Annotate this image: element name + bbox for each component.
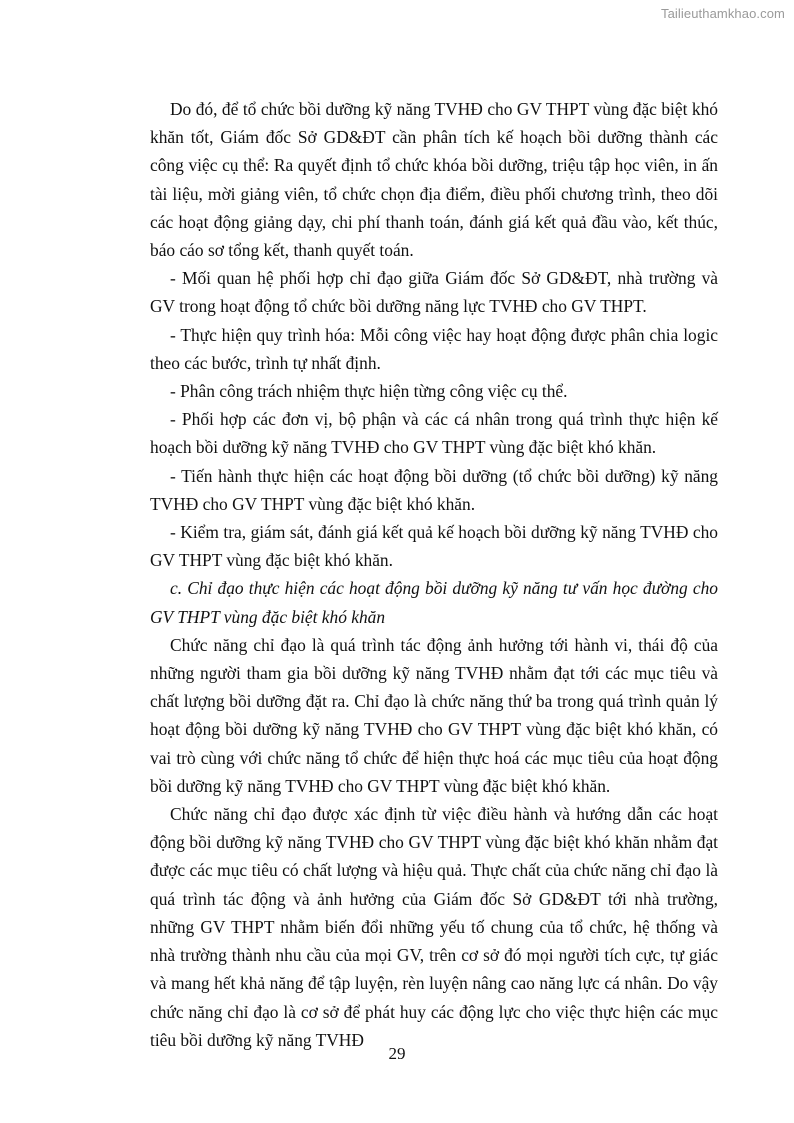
document-body bbox=[150, 95, 718, 1054]
bullet-responsibility: - Phân công trách nhiệm thực hiện từng công việc cụ thể. bbox=[170, 381, 568, 402]
paragraph-direction-function: Chức năng chỉ đạo là quá trình tác động ảnh hưởng tới hành vi, thái độ của những người tham gia bồi dưỡng kỹ năng TVHĐ nhằm đạt tới các mục tiêu và chất lượng bồi dưỡng đặt ra. Chỉ đạo là chức năng thứ ba trong quá trình quản lý hoạt động bồi dưỡng kỹ năng TVHĐ cho GV THPT vùng đặc biệt khó khăn, có vai trò cùng với chức năng tổ chức để hiện thực hoá các mục tiêu của hoạt động bồi dưỡng kỹ năng TVHĐ cho GV THPT vùng đặc biệt khó khăn. bbox=[150, 634, 718, 796]
bullet-process: - Thực hiện quy trình hóa: Mỗi công việc hay hoạt động được phân chia logic theo các bước, trình tự nhất định. bbox=[150, 324, 718, 373]
bullet-implementation: - Tiến hành thực hiện các hoạt động bồi dưỡng (tổ chức bồi dưỡng) kỹ năng TVHĐ cho GV THPT vùng đặc biệt khó khăn. bbox=[150, 465, 718, 514]
bullet-coordination: - Mối quan hệ phối hợp chỉ đạo giữa Giám đốc Sở GD&ĐT, nhà trường và GV trong hoạt động tổ chức bồi dưỡng năng lực TVHĐ cho GV THPT. bbox=[150, 268, 718, 317]
watermark: Tailieuthamkhao.com bbox=[660, 6, 785, 21]
paragraph-intro: Do đó, để tổ chức bồi dưỡng kỹ năng TVHĐ cho GV THPT vùng đặc biệt khó khăn tốt, Giám đốc Sở GD&ĐT cần phân tích kế hoạch bồi dưỡng thành các công việc cụ thể: Ra quyết định tổ chức khóa bồi dưỡng, triệu tập học viên, in ấn tài liệu, mời giảng viên, tổ chức chọn địa điểm, điều phối chương trình, theo dõi các hoạt động giảng dạy, chi phí thanh toán, đánh giá kết quả đầu vào, kết thúc, báo cáo sơ tổng kết, thanh quyết toán. bbox=[150, 99, 718, 261]
page-number: 29 bbox=[388, 1044, 406, 1063]
bullet-units: - Phối hợp các đơn vị, bộ phận và các cá nhân trong quá trình thực hiện kế hoạch bồi dưỡng kỹ năng TVHĐ cho GV THPT vùng đặc biệt khó khăn. bbox=[150, 409, 718, 458]
paragraph-direction-essence: Chức năng chỉ đạo được xác định từ việc điều hành và hướng dẫn các hoạt động bồi dưỡng kỹ năng TVHĐ cho GV THPT vùng đặc biệt khó khăn nhằm đạt được các mục tiêu có chất lượng và hiệu quả. Thực chất của chức năng chỉ đạo là quá trình tác động và ảnh hưởng của Giám đốc Sở GD&ĐT tới nhà trường, những GV THPT nhằm biến đổi những yếu tố chung của tổ chức, hệ thống và nhà trường thành nhu cầu của mọi GV, trên cơ sở đó mọi người tích cực, tự giác và mang hết khả năng để tập luyện, rèn luyện nâng cao năng lực cá nhân. Do vậy chức năng chỉ đạo là cơ sở để phát huy các động lực cho việc thực hiện các mục tiêu bồi dưỡng kỹ năng TVHĐ bbox=[150, 804, 718, 1050]
bullet-monitoring: - Kiểm tra, giám sát, đánh giá kết quả kế hoạch bồi dưỡng kỹ năng TVHĐ cho GV THPT vùng đặc biệt khó khăn. bbox=[150, 522, 718, 571]
section-heading: c. Chỉ đạo thực hiện các hoạt động bồi dưỡng kỹ năng tư vấn học đường cho GV THPT vùng đặc biệt khó khăn bbox=[150, 578, 718, 627]
